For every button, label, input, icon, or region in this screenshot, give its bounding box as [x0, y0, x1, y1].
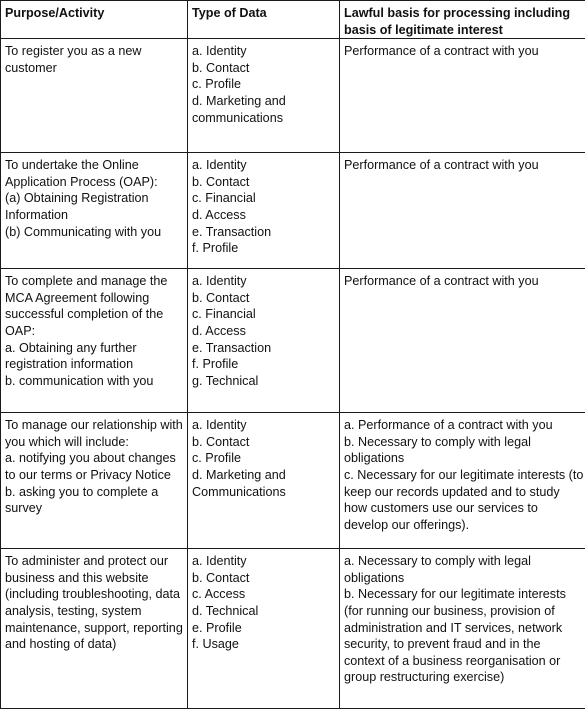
cell-line: d. Access: [192, 323, 246, 338]
cell-line: Performance of a contract with you: [344, 44, 539, 59]
cell-line: (a) Obtaining Registration: [5, 191, 149, 206]
lawful-basis-cell: [340, 413, 585, 549]
cell-line: c. Profile: [192, 451, 241, 466]
cell-line: keep our records updated and to study: [344, 484, 560, 499]
data-type-cell: [188, 153, 340, 269]
cell-line: a. Identity: [192, 554, 247, 569]
cell-line: e. Profile: [192, 620, 242, 635]
cell-line: (b) Communicating with you: [5, 224, 162, 239]
cell-line: a. Identity: [192, 158, 247, 173]
cell-line: registration information: [5, 357, 134, 372]
cell-line: a. Necessary to comply with legal: [344, 554, 531, 569]
data-type-cell: [188, 413, 340, 549]
cell-line: d. Technical: [192, 603, 259, 618]
data-type-cell: [188, 39, 340, 153]
cell-line: d. Access: [192, 207, 246, 222]
cell-line: Information: [5, 207, 68, 222]
cell-line: f. Usage: [192, 637, 239, 652]
cell-line: a. Performance of a contract with you: [344, 418, 553, 433]
lawful-basis-cell: [340, 269, 585, 413]
header-row: [1, 1, 585, 39]
header-lawful-basis: Lawful basis for processing including basis of legitimate interest: [340, 1, 585, 39]
cell-line: customer: [5, 60, 57, 75]
cell-line: and hosting of data): [5, 637, 117, 652]
cell-line: b. Necessary to comply with legal: [344, 434, 531, 449]
cell-line: b. Necessary for our legitimate interests: [344, 587, 566, 602]
cell-line: business and this website: [5, 570, 149, 585]
purpose-cell: [1, 153, 188, 269]
table-row: [1, 549, 585, 709]
cell-line: security, to prevent fraud and in the: [344, 637, 541, 652]
cell-line: develop our offerings).: [344, 517, 470, 532]
cell-line: b. Contact: [192, 60, 250, 75]
table-body: [1, 39, 585, 709]
lawful-basis-cell: [340, 153, 585, 269]
cell-line: b. Contact: [192, 174, 250, 189]
cell-line: successful completion of the: [5, 307, 164, 322]
cell-line: e. Transaction: [192, 224, 272, 239]
cell-line: b. asking you to complete a: [5, 484, 159, 499]
cell-line: Communications: [192, 484, 286, 499]
purpose-cell: [1, 413, 188, 549]
cell-line: b. Contact: [192, 570, 250, 585]
table-row: [1, 153, 585, 269]
cell-line: c. Necessary for our legitimate interests (to: [344, 467, 584, 482]
cell-line: d. Marketing and: [192, 93, 286, 108]
cell-line: a. Identity: [192, 44, 247, 59]
cell-line: (including troubleshooting, data: [5, 587, 181, 602]
cell-line: Application Process (OAP):: [5, 174, 158, 189]
cell-line: survey: [5, 501, 43, 516]
cell-line: e. Transaction: [192, 340, 272, 355]
cell-line: administration and IT services, network: [344, 620, 563, 635]
cell-line: g. Technical: [192, 373, 259, 388]
header-type-of-data: Type of Data: [188, 1, 340, 39]
cell-line: a. Identity: [192, 418, 247, 433]
cell-line: (for running our business, provision of: [344, 603, 555, 618]
cell-line: To administer and protect our: [5, 554, 169, 569]
cell-line: obligations: [344, 570, 405, 585]
purpose-cell: [1, 549, 188, 709]
cell-line: communications: [192, 110, 283, 125]
cell-line: a. Identity: [192, 274, 247, 289]
cell-line: b. Contact: [192, 434, 250, 449]
data-type-cell: [188, 549, 340, 709]
table-row: [1, 413, 585, 549]
cell-line: c. Financial: [192, 191, 256, 206]
data-type-cell: [188, 269, 340, 413]
cell-line: Performance of a contract with you: [344, 274, 539, 289]
header-purpose: Purpose/Activity: [1, 1, 188, 39]
cell-line: Performance of a contract with you: [344, 158, 539, 173]
cell-line: b. communication with you: [5, 373, 154, 388]
cell-line: b. Contact: [192, 290, 250, 305]
purpose-cell: [1, 269, 188, 413]
cell-line: MCA Agreement following: [5, 290, 150, 305]
cell-line: c. Financial: [192, 307, 256, 322]
cell-line: analysis, testing, system: [5, 603, 142, 618]
table-header: [1, 1, 585, 39]
lawful-basis-cell: [340, 39, 585, 153]
table-row: [1, 39, 585, 153]
table-row: [1, 269, 585, 413]
purpose-cell: [1, 39, 188, 153]
cell-line: To manage our relationship with: [5, 418, 183, 433]
cell-line: to our terms or Privacy Notice: [5, 467, 171, 482]
cell-line: you which will include:: [5, 434, 129, 449]
cell-line: context of a business reorganisation or: [344, 653, 561, 668]
cell-line: f. Profile: [192, 241, 239, 256]
cell-line: c. Profile: [192, 77, 241, 92]
cell-line: To complete and manage the: [5, 274, 168, 289]
cell-line: f. Profile: [192, 357, 239, 372]
cell-line: c. Access: [192, 587, 246, 602]
lawful-basis-cell: [340, 549, 585, 709]
cell-line: how customers use our services to: [344, 501, 538, 516]
cell-line: d. Marketing and: [192, 467, 286, 482]
cell-line: obligations: [344, 451, 405, 466]
cell-line: a. Obtaining any further: [5, 340, 137, 355]
cell-line: OAP:: [5, 323, 36, 338]
cell-line: To undertake the Online: [5, 158, 139, 173]
cell-line: maintenance, support, reporting: [5, 620, 183, 635]
cell-line: To register you as a new: [5, 44, 142, 59]
cell-line: a. notifying you about changes: [5, 451, 176, 466]
cell-line: group restructuring exercise): [344, 670, 505, 685]
